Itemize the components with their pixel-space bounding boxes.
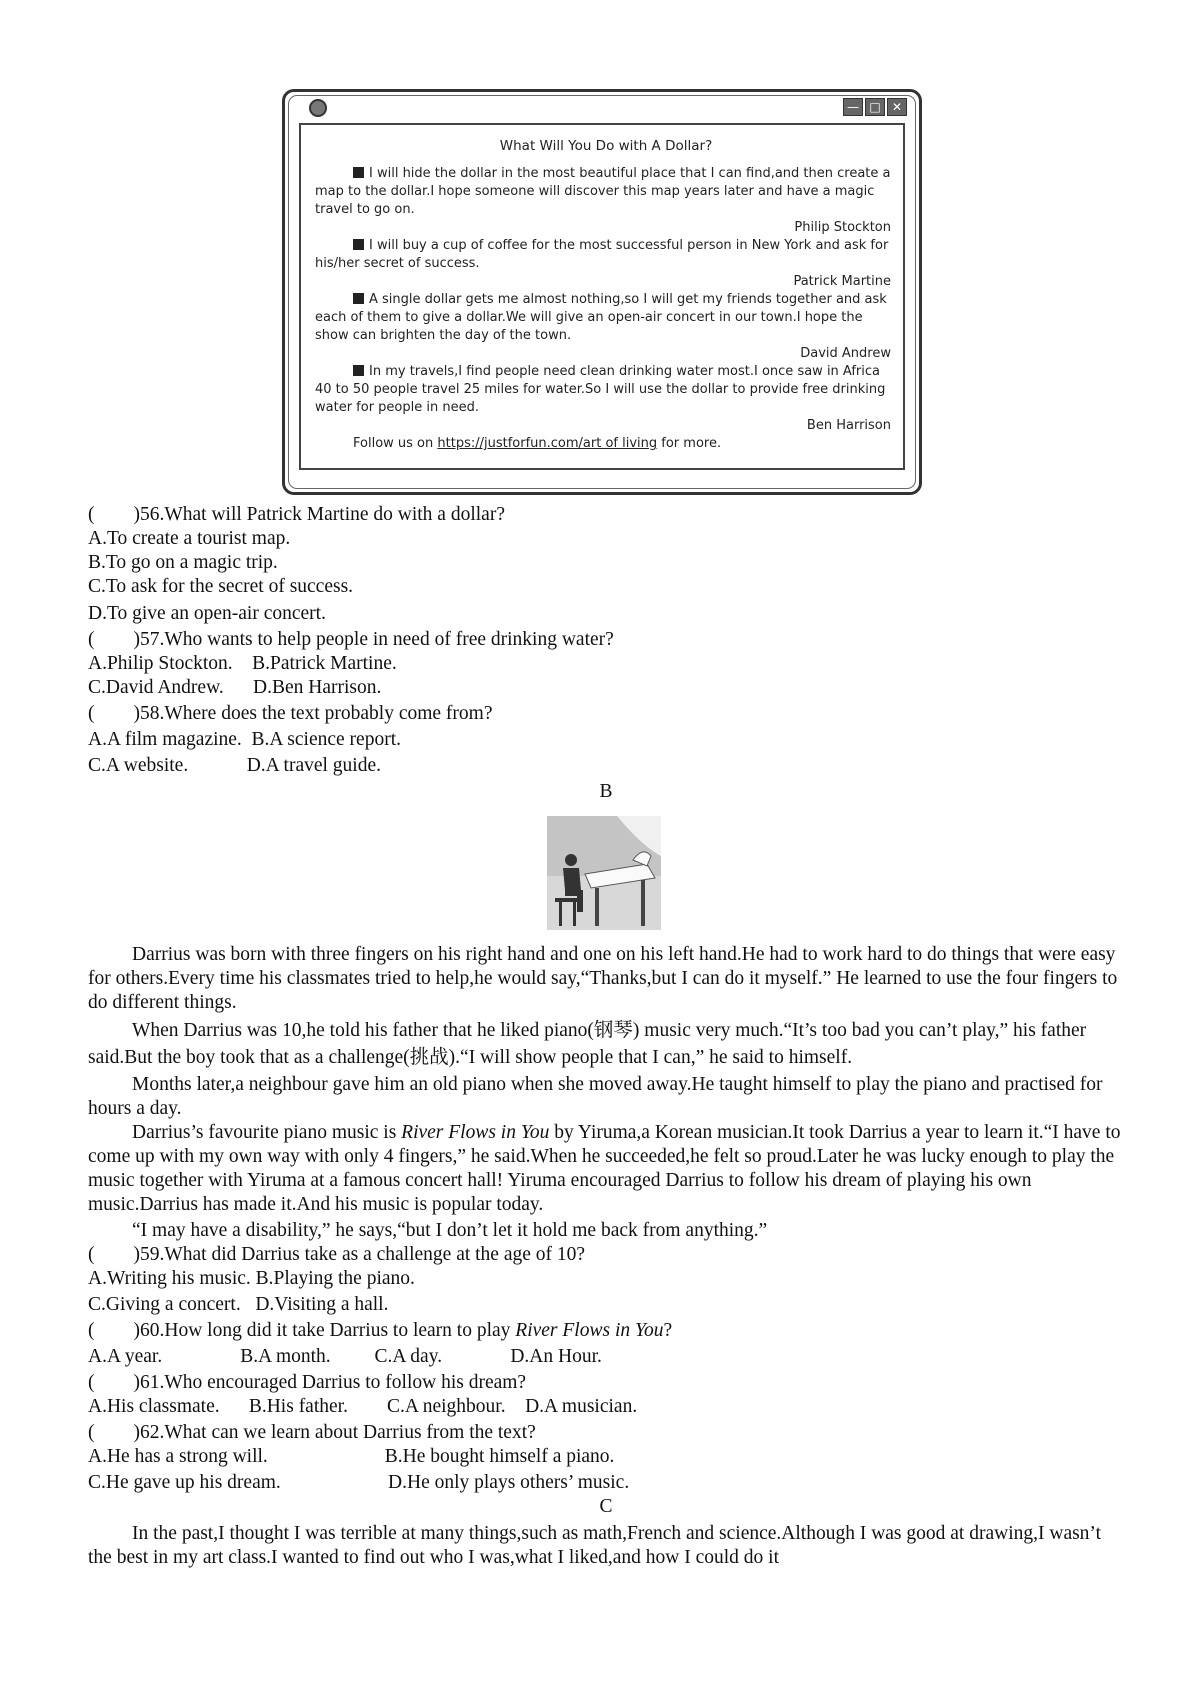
post-david: [315, 291, 897, 363]
options-60-row1: A.A year. B.A month. C.A day. D.An Hour.: [88, 1346, 602, 1367]
passage-b-paragraph: “I may have a disability,” he says,“but I don’t let it hold me back from anything.”: [132, 1220, 768, 1241]
question-58: ( )58.Where does the text probably come from?: [88, 703, 493, 724]
post-author: Philip Stockton: [794, 220, 891, 235]
post-author: David Andrew: [800, 346, 891, 361]
options-61-row1: A.His classmate. B.His father. C.A neighbour. D.A musician.: [88, 1396, 638, 1417]
option-56-a: A.To create a tourist map.: [88, 528, 291, 549]
paragraph-text: by Yiruma,a Korean musician.It took Darrius a year to learn it.“I have to come up with my own way with only 4 fingers,” he said.When he succeeded,he felt so proud.Later he was lucky enough to play the music together with Yiruma at a famous concert hall! Yiruma encouraged Darrius to follow his dream of playing his own music.Darrius has made it.And his music is popular today.: [88, 1122, 1121, 1215]
post-ben: [315, 363, 897, 435]
options-57-row2: C.David Andrew. D.Ben Harrison.: [88, 677, 382, 698]
section-b-heading: B: [599, 781, 613, 802]
question-62: ( )62.What can we learn about Darrius from the text?: [88, 1422, 536, 1443]
passage-b-paragraph: Months later,a neighbour gave him an old piano when she moved away.He taught himself to play the piano and practised for hours a day.: [88, 1074, 1103, 1119]
paragraph-text: Darrius’s favourite piano music is: [132, 1122, 402, 1143]
question-56: ( )56.What will Patrick Martine do with a dollar?: [88, 504, 505, 525]
maximize-icon: □: [865, 98, 885, 116]
window-title: What Will You Do with A Dollar?: [499, 138, 713, 154]
bullet-square-icon: [353, 239, 364, 250]
window-content: [299, 123, 905, 470]
window-dot-icon: [309, 99, 327, 117]
post-author: Patrick Martine: [793, 274, 891, 289]
piano-player-image: [547, 816, 661, 930]
passage-b-paragraph: When Darrius was 10,he told his father that he liked piano(钢琴) music very much.“It’s too bad you can’t play,” his father said.But the boy took that as a challenge(挑战).“I will show people that I can,” he said to himself.: [88, 1020, 1087, 1068]
post-patrick: [315, 237, 897, 291]
passage-b-paragraph: Darrius was born with three fingers on his right hand and one on his left hand.He had to work hard to do things that were easy for others.Every time his classmates tried to help,he would say,“Thanks,but I can do it myself.” He learned to use the four fingers to do different things.: [88, 944, 1118, 1013]
bullet-square-icon: [353, 365, 364, 376]
post-text: I will hide the dollar in the most beautiful place that I can find,and then create a map to the dollar.I hope someone will discover this map years later and have a magic travel to go on.: [315, 166, 891, 217]
question-text: ?: [663, 1320, 673, 1341]
song-title: River Flows in You: [515, 1320, 664, 1341]
minimize-icon: —: [843, 98, 863, 116]
post-text: A single dollar gets me almost nothing,so I will get my friends together and ask each of them to give a dollar.We will give an open-air concert in our town.I hope the show can brighten the day of the town.: [315, 292, 887, 343]
options-57-row1: A.Philip Stockton. B.Patrick Martine.: [88, 653, 397, 674]
options-62-row1: A.He has a strong will. B.He bought himself a piano.: [88, 1446, 615, 1467]
bullet-square-icon: [353, 167, 364, 178]
follow-line: [315, 435, 897, 453]
question-60: [88, 1319, 1124, 1343]
passage-b: [88, 943, 1124, 1570]
section-c-heading: C: [599, 1496, 613, 1517]
options-58-row2: C.A website. D.A travel guide.: [88, 755, 382, 776]
passage-b-paragraph: [88, 1121, 1124, 1217]
question-text: ( )60.How long did it take Darrius to learn to play: [88, 1320, 516, 1341]
follow-prefix: Follow us on: [353, 436, 438, 451]
follow-suffix: for more.: [657, 436, 722, 451]
options-59-row1: A.Writing his music. B.Playing the piano.: [88, 1268, 415, 1289]
follow-url-link[interactable]: https://justforfun.com/art of living: [437, 436, 658, 451]
bullet-square-icon: [353, 293, 364, 304]
options-58-row1: A.A film magazine. B.A science report.: [88, 729, 401, 750]
option-56-c: C.To ask for the secret of success.: [88, 576, 354, 597]
post-author: Ben Harrison: [806, 418, 891, 433]
option-56-d: D.To give an open-air concert.: [88, 603, 326, 624]
song-title: River Flows in You: [401, 1122, 550, 1143]
options-59-row2: C.Giving a concert. D.Visiting a hall.: [88, 1294, 389, 1315]
option-56-b: B.To go on a magic trip.: [88, 552, 278, 573]
window-controls: [843, 98, 907, 116]
passage-c-paragraph: In the past,I thought I was terrible at many things,such as math,French and science.Although I was good at drawing,I wasn’t the best in my art class.I wanted to find out who I was,what I liked,and how I could do it: [88, 1523, 1101, 1568]
dollar-post-window: [282, 89, 922, 495]
question-59: ( )59.What did Darrius take as a challenge at the age of 10?: [88, 1244, 586, 1265]
post-philip: [315, 165, 897, 237]
question-57: ( )57.Who wants to help people in need of free drinking water?: [88, 629, 614, 650]
options-62-row2: C.He gave up his dream. D.He only plays others’ music.: [88, 1472, 630, 1493]
post-text: I will buy a cup of coffee for the most successful person in New York and ask for his/her secret of success.: [315, 238, 889, 271]
post-text: In my travels,I find people need clean drinking water most.I once saw in Africa 40 to 50 people travel 25 miles for water.So I will use the dollar to provide free drinking water for people in need.: [315, 364, 886, 415]
close-icon: ✕: [887, 98, 907, 116]
questions-56-58: [88, 503, 1124, 804]
question-61: ( )61.Who encouraged Darrius to follow his dream?: [88, 1372, 527, 1393]
